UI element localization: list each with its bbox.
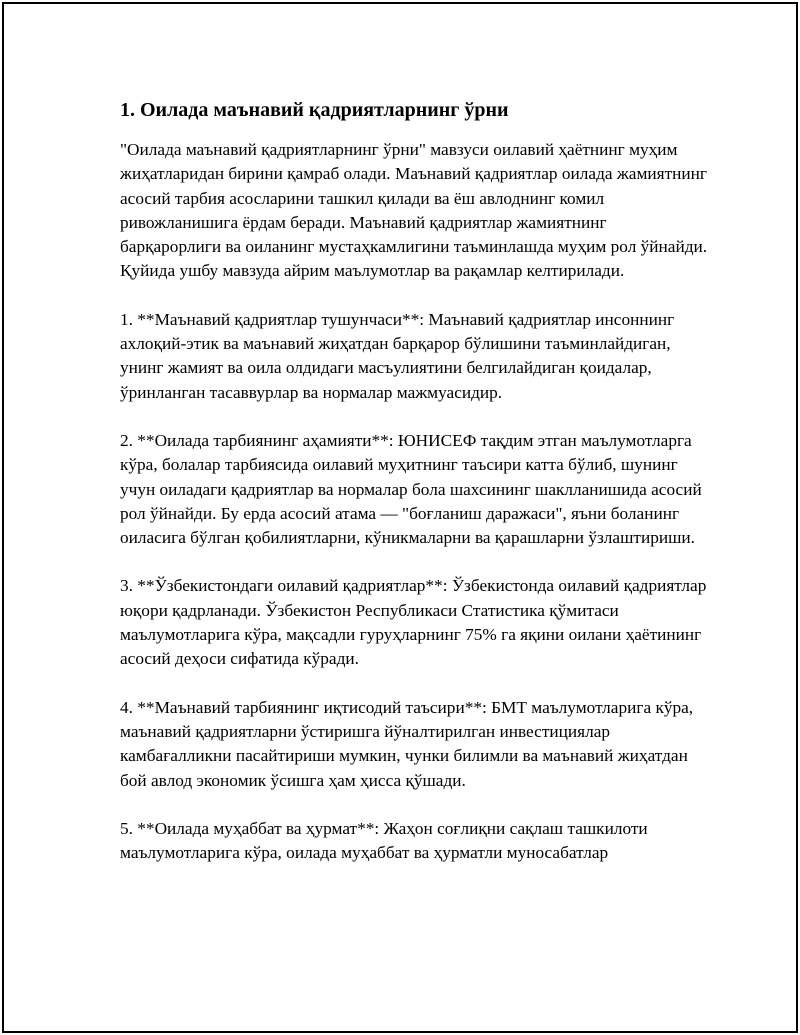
list-item-5: 5. **Оилада муҳаббат ва ҳурмат**: Жаҳон соғлиқни сақлаш ташкилоти маълумотларига кўра, оилада муҳаббат ва ҳурматли муносабатлар — [120, 818, 648, 863]
page-frame — [2, 2, 798, 1033]
list-item-3: 3. **Ўзбекистондаги оилавий қадриятлар**: Ўзбекистонда оилавий қадриятлар юқори қадрланади. Ўзбекистон Республикаси Статистика қўмитаси маълумотларига кўра, мақсадли гуруҳларнинг 75% га яқини оилани ҳаётининг асосий деҳоси сифатида кўради. — [120, 576, 707, 669]
intro-paragraph: "Оилада маънавий қадриятларнинг ўрни" мавзуси оилавий ҳаётнинг муҳим жиҳатларидан бирини қамраб олади. Маънавий қадриятлар оилада жамиятнинг асосий тарбия асосларини ташкил қилади ва ёш авлоднинг комил ривожланишига ёрдам беради. Маънавий қадриятлар жамиятнинг барқарорлиги ва оиланинг мустаҳкамлигини таъминлашда муҳим рол ўйнайди. Қуйида ушбу мавзуда айрим маълумотлар ва рақамлар келтирилади. — [120, 140, 708, 281]
list-item-2: 2. **Оилада тарбиянинг аҳамияти**: ЮНИСЕФ тақдим этган маълумотларга кўра, болалар тарбиясида оилавий муҳитнинг таъсири катта бўлиб, шунинг учун оиладаги қадриятлар ва нормалар бола шахсининг шаклланишида асосий рол ўйнайди. Бу ерда асосий атама — "боғланиш даражаси", яъни боланинг оиласига бўлган қобилиятларни, кўникмаларни ва қарашларни ўзлаштириши. — [120, 430, 702, 548]
document-body — [120, 94, 710, 865]
section-title: 1. Оилада маънавий қадриятларнинг ўрни — [120, 99, 509, 121]
list-item-4: 4. **Маънавий тарбиянинг иқтисодий таъсири**: БМТ маълумотларига кўра, маънавий қадриятларни ўстиришга йўналтирилган инвестициялар камбағалликни пасайтириши мумкин, чунки билимли ва маънавий жиҳатдан бой авлод экономик ўсишга ҳам ҳисса қўшади. — [120, 697, 694, 790]
list-item-1: 1. **Маънавий қадриятлар тушунчаси**: Маънавий қадриятлар инсоннинг ахлоқий-этик ва маънавий жиҳатдан барқарор бўлишини таъминлайдиган, унинг жамият ва оила олдидаги масъулиятини белгилайдиган қоидалар, ўринланган тасаввурлар ва нормалар мажмуасидир. — [120, 309, 675, 402]
